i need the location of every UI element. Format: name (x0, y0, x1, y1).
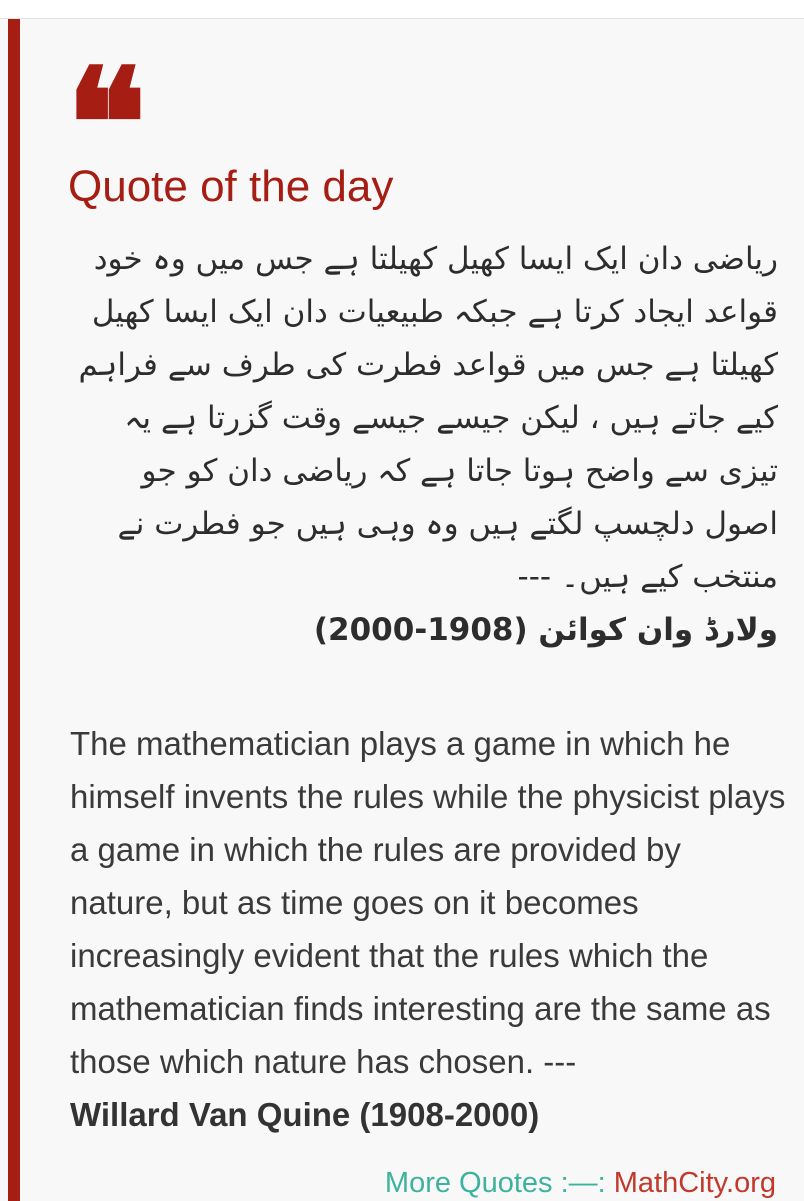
site-link[interactable]: MathCity.org (613, 1167, 776, 1199)
page-title: Quote of the day (68, 162, 394, 211)
footer-link[interactable] (385, 1165, 776, 1201)
english-quote (70, 717, 786, 1141)
urdu-quote-author: ولارڈ وان کوائن (1908-2000) (313, 612, 778, 648)
urdu-quote-text: ریاضی دان ایک ایسا کھیل کھیلتا ہے جس میں وہ خود قواعد ایجاد کرتا ہے جبکہ طبیعیات دان ایک ایسا کھیل کھیلتا ہے جس میں قواعد فطرت کی طرف سے فراہم کیے جاتے ہیں ، لیکن جیسے جیسے وقت گزرتا ہے یہ تیزی سے واضح ہوتا جاتا ہے کہ ریاضی دان کو جو اصول دلچسپ لگتے ہیں وہ وہی ہیں جو فطرت نے منتخب کیے ہیں۔ --- (78, 241, 778, 595)
english-quote-text: The mathematician plays a game in which he himself invents the rules while the physicist plays a game in which the rules are provided by nature, but as time goes on it becomes increasingly evident that the rules which the mathematician finds interesting are the same as those which nature has chosen. --- (70, 725, 786, 1080)
english-quote-author: Willard Van Quine (1908-2000) (70, 1096, 540, 1133)
quote-card (0, 18, 804, 1201)
more-quotes-label[interactable]: More Quotes :—: (384, 1167, 614, 1199)
urdu-quote (60, 233, 778, 657)
quote-mark-icon: ❝ (66, 36, 139, 212)
accent-bar (8, 19, 20, 1201)
